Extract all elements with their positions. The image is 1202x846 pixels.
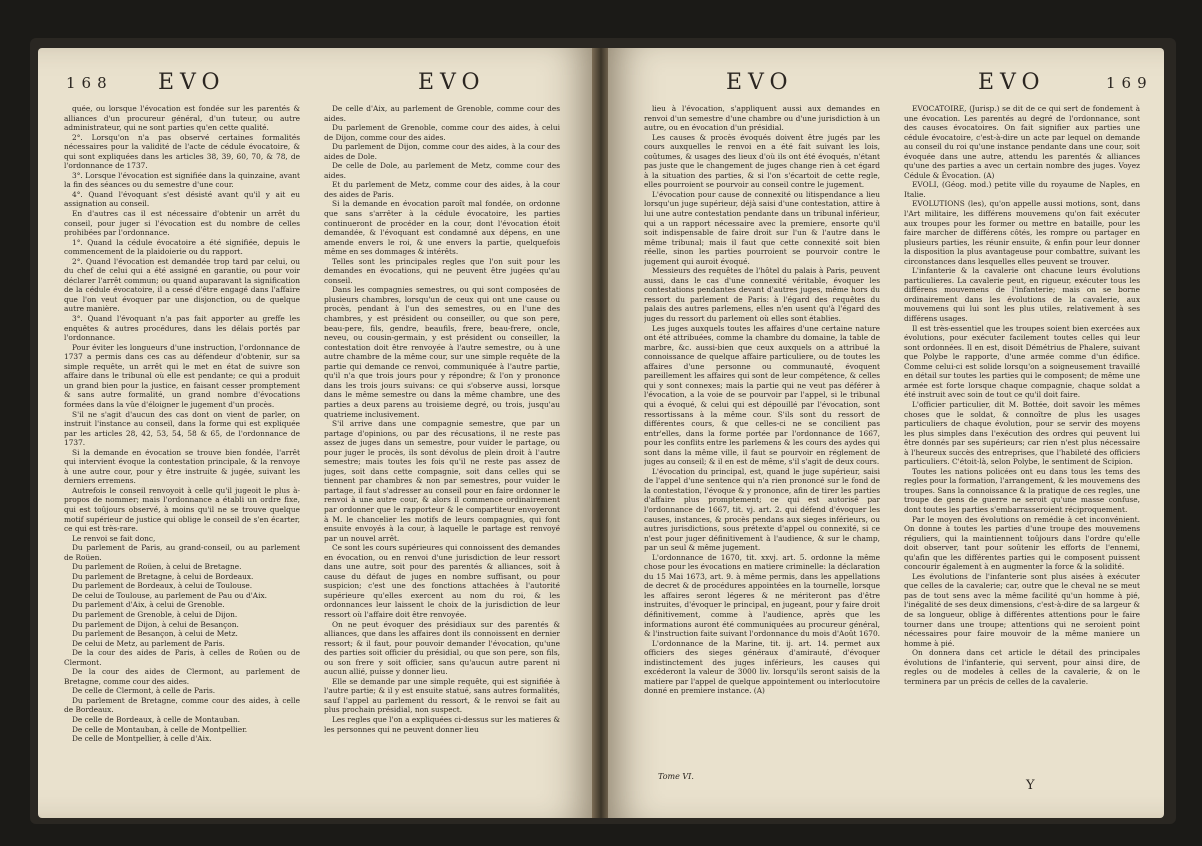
- paragraph: L'infanterie & la cavalerie ont chacune leurs évolutions particulieres. La cavalerie peut, en rigueur, exécuter tous les différens mouvemens de l'infanterie; mais on se borne ordinairement dans les évolutions de la cavalerie, aux mouvemens qui lui sont les plus utiles, relativement à ses différens usages.: [904, 266, 1140, 324]
- paragraph: Les évolutions de l'infanterie sont plus aisées à exécuter que celles de la cavalerie; car, outre que le cheval ne se meut pas de tout sens avec la même facilité qu'un homme à pié, l'inégalité de ses deux dimensions, c'est-à-dire de sa largeur & de sa longueur, oblige à différentes attentions pour le faire tourner dans une troupe; attentions qui ne seroient point nécessaires pour faire mouvoir de la même maniere un homme à pié.: [904, 571, 1140, 648]
- paragraph: Le renvoi se fait donc,: [72, 533, 156, 543]
- paragraph: 2°. Lorsqu'on n'a pas observé certaines formalités nécessaires pour la validité de l'acte de cédule évocatoire, & qui sont expliquées dans les articles 38, 39, 60, 70, & 78, de l'ordonnance de 1737.: [64, 132, 300, 171]
- paragraph: Du parlement de Grenoble, à celui de Dijon.: [72, 609, 238, 619]
- paragraph: EVOLI, (Géog. mod.) petite ville du royaume de Naples, en Italie.: [904, 180, 1140, 199]
- right-page-header: [608, 70, 1164, 100]
- left-header-word-1: EVO: [158, 70, 226, 95]
- right-page: [608, 48, 1164, 818]
- paragraph: 2°. Quand l'évocation est demandée trop tard par celui, ou du chef de celui qui a été assigné en garantie, ou pour voir déclarer l'arrêt commun; ou quand auparavant la signification de la cédule évocatoire, il a cessé d'être engagé dans l'affaire que l'on veut évoquer par une disjonction, ou de quelque autre manière.: [64, 256, 300, 314]
- right-header-word-1: EVO: [726, 70, 794, 95]
- paragraph: quée, ou lorsque l'évocation est fondée sur les parentés & alliances d'un procureur général, d'un tuteur, ou autre administrateur, qui ne sont parties qu'en cette qualité.: [64, 104, 300, 133]
- paragraph: Du parlement de Besançon, à celui de Metz.: [72, 629, 238, 639]
- paragraph: De celle de Clermont, à celle de Paris.: [72, 686, 216, 696]
- paragraph: Pour éviter les longueurs d'une instruction, l'ordonnance de 1737 a permis dans ces cas au défendeur d'obtenir, sur sa simple requête, un arrêt qui le met en état de suivre son affaire dans le tribunal où elle est pendante; ce qui a produit un grand bien pour la justice, en faisant cesser promptement & sans autre formalité, un grand nombre d'évocations formées dans la vûe d'éloigner le jugement d'un procès.: [64, 342, 300, 409]
- paragraph: Du parlement de Roüen, à celui de Bretagne.: [72, 562, 242, 572]
- paragraph: En d'autres cas il est nécessaire d'obtenir un arrêt du conseil, pour juger si l'évocation est du nombre de celles prohibées par l'ordonnance.: [64, 209, 300, 238]
- paragraph: De celle de Bordeaux, à celle de Montauban.: [72, 715, 240, 724]
- paragraph: Du parlement de Bretagne, comme cour des aides, à celle de Bordeaux.: [64, 695, 300, 715]
- paragraph: Du parlement de Dijon, comme cour des aides, à la cour des aides de Dole.: [324, 142, 560, 161]
- paragraph: 3°. Quand l'évoquant n'a pas fait apporter au greffe les enquêtes & autres procédures, dans les délais portés par l'ordonnance.: [64, 314, 300, 343]
- paragraph: L'ordonnance de 1670, tit. xxvj. art. 5. ordonne la même chose pour les évocations en matiere criminelle: la déclaration du 15 Mai 1673, art. 9. à même permis, dans les appellations de decret & de procédures appointées en la tournelle, lorsque les affaires seront légeres & ne mériteront pas d'être instruites, d'évoquer le principal, en jugeant, pour y faire droit définitivement, comme à l'audience, après que les informations auront été communiquées au procureur général, & l'instruction faite suivant l'ordonnance du mois d'Août 1670.: [644, 552, 880, 639]
- paragraph: L'évocation pour cause de connexité ou litispendance a lieu lorsqu'un juge supérieur, déjà saisi d'une contestation, attire à lui une autre contestation pendante dans un tribunal inférieur, qui a un rapport nécessaire avec la premiere, ensorte qu'il soit indispensable de faire droit sur l'un & l'autre dans le même tribunal; mais il faut que cette connexité soit bien réelle, sinon les parties pourroient se pourvoir contre le jugement qui auroit évoqué.: [644, 189, 880, 266]
- paragraph: EVOCATOIRE, (Jurisp.) se dit de ce qui sert de fondement à une évocation. Les parentés au degré de l'ordonnance, sont des causes évocatoires. On fait signifier aux parties une cédule évocatoire, c'est-à-dire un acte par lequel on demande au conseil du roi qu'une instance pendante dans une cour, soit évoquée dans une autre, attendu les parentés & alliances qu'une des parties a avec un certain nombre des juges. Voyez Cédule & Évocation. (A): [904, 104, 1140, 180]
- paragraph: Dans les compagnies semestres, ou qui sont composées de plusieurs chambres, lorsqu'un de ceux qui ont une cause ou procès, pendant à l'un des semestres, ou en l'une des chambres, y est président ou conseiller, ou que son pere, beau-pere, fils, gendre, beaufils, frere, beau-frere, oncle, neveu, ou cousin-germain, y est président ou conseiller, la contestation doit être renvoyée à l'autre semestre, ou à une autre chambre de la même cour, sur une simple requête de la partie qui demande ce renvoi, communiquée à l'autre partie, qu'il n'a que trois jours pour y répondre; & l'on y prononce dans les trois jours suivans: ce qui s'observe aussi, lorsque dans le même semestre ou dans la même chambre, une des parties a deux parens au troisieme degré, ou trois, jusqu'au quatrieme inclusivement.: [324, 285, 560, 419]
- paragraph: De celle de Dole, au parlement de Metz, comme cour des aides.: [324, 161, 560, 180]
- paragraph: Du parlement de Bordeaux, à celui de Toulouse.: [72, 581, 253, 591]
- paragraph: Les causes & procès évoqués doivent être jugés par les cours auxquelles le renvoi en a été fait suivant les lois, coûtumes, & usages des lieux d'où ils ont été évoqués, n'étant pas juste que le changement de juges change rien à cet égard à la situation des parties, & si l'on s'écartoit de cette regle, elles pourroient se pourvoir au conseil contre le jugement.: [644, 132, 880, 190]
- paragraph: Si la demande en évocation paroît mal fondée, on ordonne que sans s'arrêter à la cédule évocatoire, les parties continueront de procéder en la cour, dont l'évocation étoit demandée, & l'évoquant est condamné aux dépens, en une amende envers le roi, & une envers la partie, quelquefois même en ses dommages & intérêts.: [324, 199, 560, 257]
- paragraph: Et du parlement de Metz, comme cour des aides, à la cour des aides de Paris.: [324, 180, 560, 199]
- paragraph: L'évocation du principal, est, quand le juge supérieur, saisi de l'appel d'une sentence qui n'a rien prononcé sur le fond de la contestation, l'évoque & y prononce, afin de tirer les parties d'affaire plus promptement; ce qui est autorisé par l'ordonnance de 1667, tit. vj. art. 2. qui défend d'évoquer les causes, instances, & procès pendans aux sieges inférieurs, ou autres jurisdictions, sous prétexte d'appel ou connexité, si ce n'est pour juger définitivement à l'audience, & sur le champ, par un seul & même jugement.: [644, 466, 880, 553]
- paragraph: Du parlement d'Aix, à celui de Grenoble.: [72, 600, 225, 610]
- paragraph: De celle d'Aix, au parlement de Grenoble, comme cour des aides.: [324, 104, 560, 123]
- paragraph: Les regles que l'on a expliquées ci-dessus sur les matieres & les personnes qui ne peuvent donner lieu: [324, 715, 560, 734]
- paragraph: On donnera dans cet article le détail des principales évolutions de l'infanterie, qui servent, pour ainsi dire, de regles ou de modeles à celles de la cavalerie, & on le terminera par un précis de celles de la cavalerie.: [904, 648, 1140, 686]
- paragraph: Les juges auxquels toutes les affaires d'une certaine nature ont été attribuées, comme la chambre du domaine, la table de marbre, &c. aussi-bien que ceux auxquels on a attribué la connoissance de quelque affaire particuliere, ou de toutes les affaires d'une personne ou communauté, évoquent pareillement les affaires qui sont de leur compétence, & celles qui y sont connexes; mais la partie qui ne veut pas déférer à l'évocation, a la voie de se pourvoir par l'appel, si le tribunal qui a évoqué, & celui qui est dépouillé par l'évocation, sont ressortissans à la même cour. S'ils sont du ressort de différentes cours, & que celles-ci ne se concilient pas entr'elles, dans la forme portée par l'ordonnance de 1667, pour les conflits entre les parlemens & les cours des aydes qui sont dans la même ville, il faut se pourvoir en réglement de juges au conseil; & il en est de même, s'il s'agit de deux cours.: [644, 323, 880, 467]
- paragraph: L'ordonnance de la Marine, tit. ij. art. 14. permet aux officiers des sieges généraux d'amirauté, d'évoquer indistinctement des juges inférieurs, les causes qui excéderont la valeur de 3000 liv. lorsqu'ils seront saisis de la matiere par l'appel de quelque appointement ou interlocutoire donné en premiere instance. (A): [644, 638, 880, 696]
- paragraph: Telles sont les principales regles que l'on suit pour les demandes en évocations, qui ne peuvent être jugées qu'au conseil.: [324, 256, 560, 285]
- left-column-1: [64, 104, 300, 804]
- left-column-2: [324, 104, 560, 804]
- paragraph: Il est très-essentiel que les troupes soient bien exercées aux évolutions, pour exécuter facilement toutes celles qui leur sont ordonnées. Il en est, disoit Démétrius de Phalere, suivant que Polybe le rapporte, d'une armée comme d'un édifice. Comme celui-ci est solide lorsqu'on a soigneusement travaillé en détail sur toutes les parties qui le composent; de même une armée est forte lorsque chaque compagnie, chaque soldat a été instruit avec soin de tout ce qu'il doit faire.: [904, 323, 1140, 400]
- paragraph: De la cour des aides de Clermont, au parlement de Bretagne, comme cour des aides.: [64, 667, 300, 686]
- left-page-number: 168: [66, 74, 113, 92]
- paragraph: On ne peut évoquer des présidiaux sur des parentés & alliances, que dans les affaires dont ils connoissent en dernier ressort; & il faut, pour pouvoir demander l'évocation, qu'une des parties soit officier du présidial, ou que son pere, son fils, ou son frere y soit officier, sans qu'aucun autre parent ni aucun allié, puisse y donner lieu.: [324, 619, 560, 677]
- paragraph: Du parlement de Paris, au grand-conseil, ou au parlement de Roüen.: [64, 543, 300, 562]
- paragraph: Ce sont les cours supérieures qui connoissent des demandes en évocation, ou en renvoi d'une jurisdiction de leur ressort dans une autre, soit pour des parentés & alliances, soit à cause du défaut de juges en nombre suffisant, ou pour suspicion; c'est une des fonctions attachées à l'autorité supérieure qu'elles exercent au nom du roi, & les ordonnances leur laissent le choix de la jurisdiction de leur ressort où l'affaire doit être renvoyée.: [324, 543, 560, 619]
- open-book: [30, 38, 1176, 824]
- paragraph: Par le moyen des évolutions on remédie à cet inconvénient. On donne à toutes les parties d'une troupe des mouvemens réguliers, qui la maintiennent toûjours dans l'ordre qu'elle doit observer, tant pour soûtenir les efforts de l'ennemi, qu'afin que les différentes parties qui le composent puissent concourir également à en augmenter la force & la solidité.: [904, 514, 1140, 572]
- left-page-header: [38, 70, 594, 100]
- right-column-2: [904, 104, 1140, 804]
- paragraph: De celui de Toulouse, au parlement de Pau ou d'Aix.: [72, 590, 267, 600]
- paragraph: 1°. Quand la cédule évocatoire a été signifiée, depuis le commencement de la plaidoierie ou du rapport.: [64, 237, 300, 257]
- paragraph: S'il arrive dans une compagnie semestre, que par un partage d'opinions, ou par des récusations, il ne reste pas assez de juges dans un semestre, pour vuider le partage, ou pour juger le procès, ils sont dévolus de plein droit à l'autre semestre; mais toutes les fois qu'il ne reste pas assez de juges, soit dans cette compagnie, soit dans celles qui se tiennent par chambres & non par semestres, pour vuider le partage, il faut s'adresser au conseil pour en faire ordonner le renvoi à une autre cour, & alors il commence ordinairement par ordonner que le rapporteur & le compartiteur envoyeront à M. le chancelier les motifs de leurs compagnies, qui font ensuite envoyés à la cour, à laquelle le partage est renvoyé par un nouvel arrêt.: [324, 419, 560, 543]
- paragraph: Du parlement de Dijon, à celui de Besançon.: [72, 619, 239, 629]
- left-header-word-2: EVO: [418, 70, 486, 95]
- paragraph: Messieurs des requêtes de l'hôtel du palais à Paris, peuvent aussi, dans le cas d'une connexité véritable, évoquer les contestations pendantes devant d'autres juges, même hors du ressort du parlement de Paris: à l'égard des requêtes du palais des autres parlemens, elles n'en usent qu'à l'égard des juges du ressort du parlement où elles sont établies.: [644, 266, 880, 324]
- paragraph: De celle de Montpellier, à celle d'Aix.: [72, 734, 212, 744]
- volume-footer: Tome VI.: [658, 772, 694, 781]
- paragraph: Toutes les nations policées ont eu dans tous les tems des regles pour la formation, l'arrangement, & les mouvemens des troupes. Sans la connoissance & la pratique de ces regles, une troupe de gens de guerre ne seroit qu'une masse confuse, dont toutes les parties s'embarrasseroient réciproquement.: [904, 466, 1140, 514]
- left-page: [38, 48, 594, 818]
- signature-mark: Y: [1026, 778, 1035, 793]
- paragraph: Du parlement de Grenoble, comme cour des aides, à celui de Dijon, comme cour des aides.: [324, 123, 560, 142]
- paragraph: Si la demande en évocation se trouve bien fondée, l'arrêt qui intervient évoque la contestation principale, & la renvoye à une autre cour, pour y être instruite & jugée, suivant les derniers erremens.: [64, 447, 300, 486]
- paragraph: 3°. Lorsque l'évocation est signifiée dans la quinzaine, avant la fin des séances ou du semestre d'une cour.: [64, 170, 300, 190]
- paragraph: Autrefois le conseil renvoyoit à celle qu'il jugeoit le plus à-propos de nommer; mais l'ordonnance a établi un ordre fixe, qui est toûjours observé, à moins qu'il ne se trouve quelque motif supérieur de justice qui oblige le conseil de s'en écarter, ce qui est très-rare.: [64, 485, 300, 534]
- paragraph: De la cour des aides de Paris, à celles de Roüen ou de Clermont.: [64, 648, 300, 667]
- paragraph: Du parlement de Bretagne, à celui de Bordeaux.: [72, 571, 254, 581]
- right-page-number: 169: [1106, 74, 1153, 92]
- right-header-word-2: EVO: [978, 70, 1046, 95]
- paragraph: De celui de Metz, au parlement de Paris.: [72, 638, 225, 648]
- paragraph: De celle de Montauban, à celle de Montpellier.: [72, 724, 248, 734]
- paragraph: lieu à l'évocation, s'appliquent aussi aux demandes en renvoi d'un semestre d'une chambre ou d'une jurisdiction à un autre, ou en évocation d'un présidial.: [644, 104, 880, 133]
- right-column-1: [644, 104, 880, 804]
- paragraph: L'officier particulier, dit M. Bottée, doit savoir les mêmes choses que le soldat, & connoître de plus les usages particuliers de chaque évolution, pour se servir des moyens les plus simples dans l'exécution des ordres qui peuvent lui être donnés par ses supérieurs; car rien n'est plus nécessaire à l'heureux succès des entreprises, que l'habileté des officiers particuliers. C'étoit-là, selon Polybe, le sentiment de Scipion.: [904, 399, 1140, 467]
- paragraph: Elle se demande par une simple requête, qui est signifiée à l'autre partie; & il y est ensuite statué, sans autres formalités, sauf l'appel au parlement du ressort, & le renvoi se fait au plus prochain présidial, non suspect.: [324, 676, 560, 715]
- paragraph: 4°. Quand l'évoquant s'est désisté avant qu'il y ait eu assignation au conseil.: [64, 189, 300, 209]
- paragraph: EVOLUTIONS (les), qu'on appelle aussi motions, sont, dans l'Art militaire, les différens mouvemens qu'on fait exécuter aux troupes pour les former ou mettre en bataille, pour les faire marcher de différens côtés, les rompre ou partager en plusieurs parties, les réunir ensuite, & enfin pour leur donner la disposition la plus avantageuse pour combattre, suivant les circonstances dans lesquelles elles peuvent se trouver.: [904, 199, 1140, 266]
- paragraph: S'il ne s'agit d'aucun des cas dont on vient de parler, on instruit l'instance au conseil, dans la forme qui est expliquée par les articles 28, 42, 53, 54, 58 & 65, de l'ordonnance de 1737.: [64, 409, 300, 448]
